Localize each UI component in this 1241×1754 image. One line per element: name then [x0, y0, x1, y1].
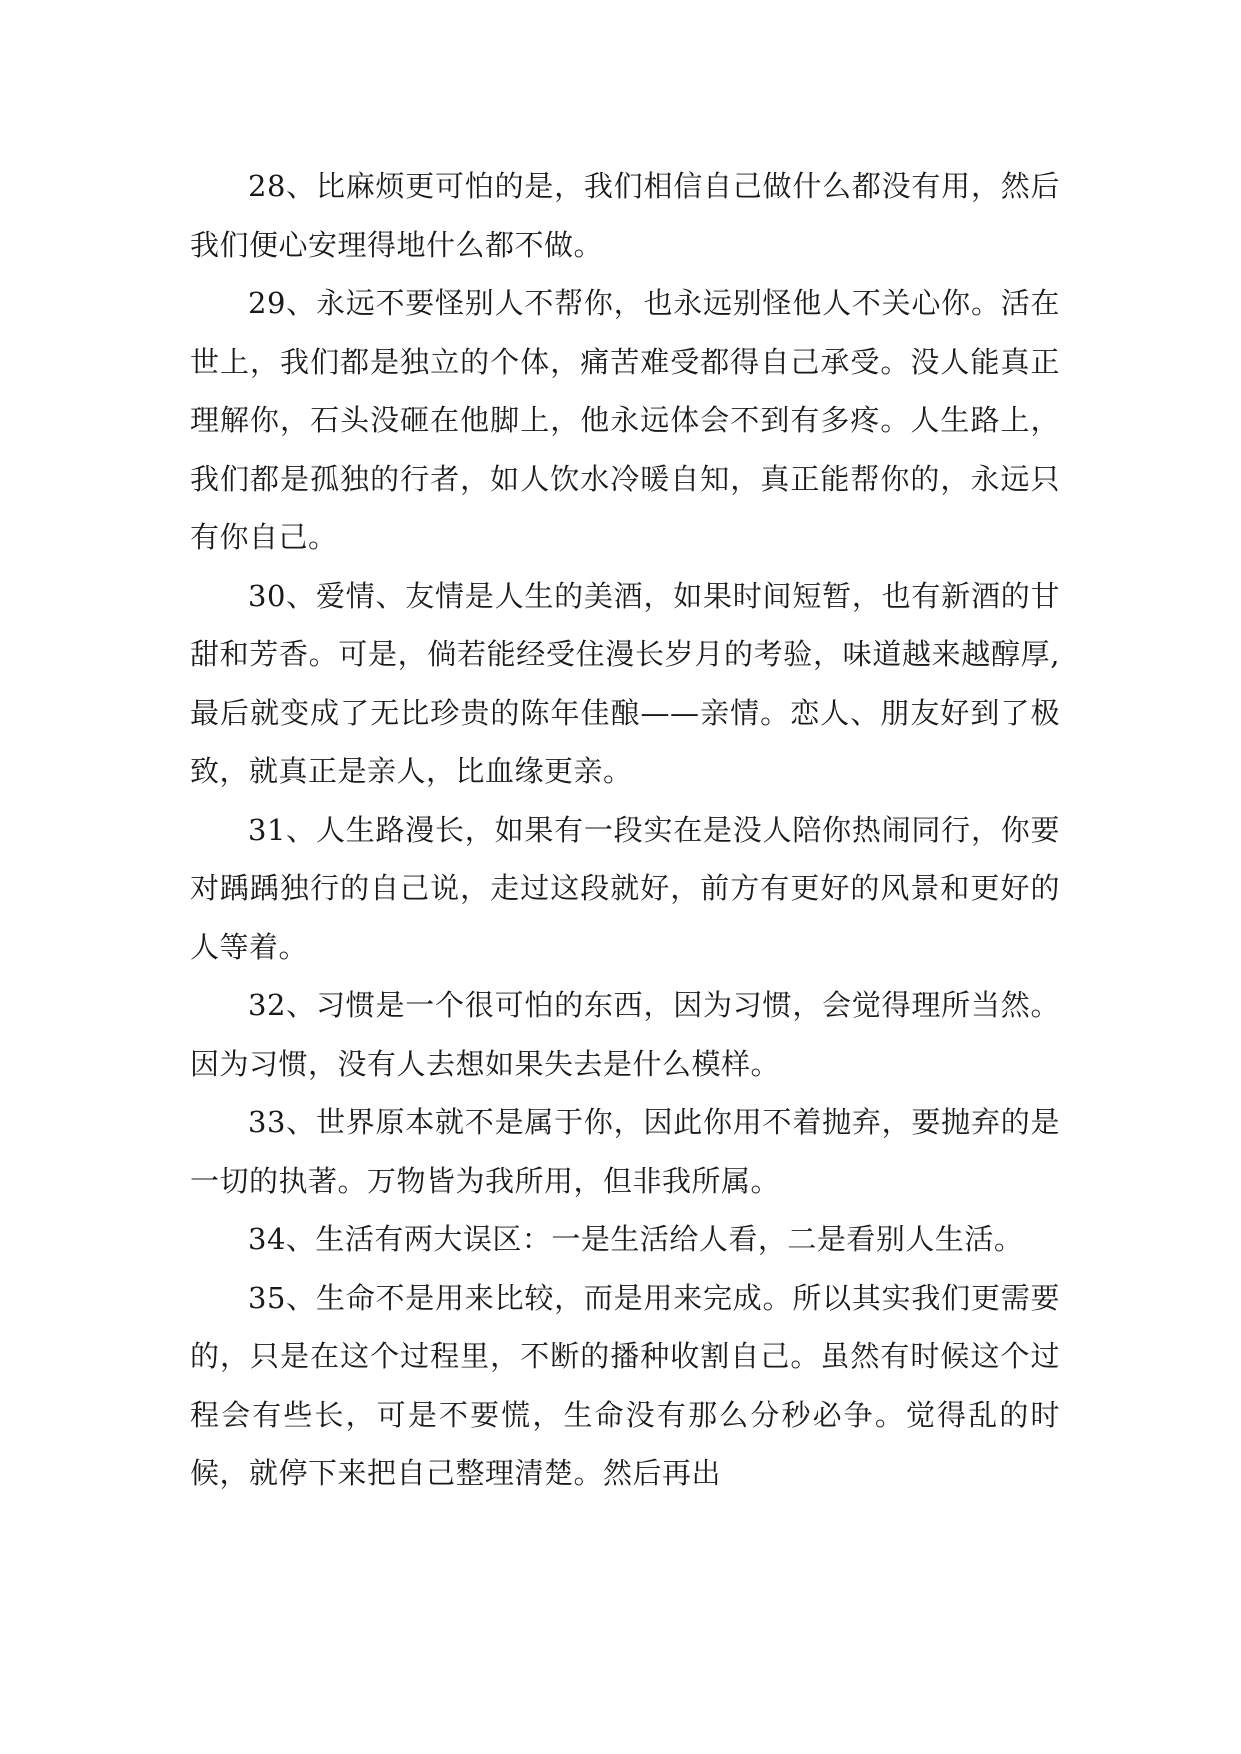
paragraph-33: 33、世界原本就不是属于你，因此你用不着抛弃，要抛弃的是一切的执著。万物皆为我所用，但非我所属。: [190, 1105, 1060, 1198]
document-body: [190, 157, 1060, 1503]
paragraph-30: 30、爱情、友情是人生的美酒，如果时间短暂，也有新酒的甘甜和芳香。可是，倘若能经受住漫长岁月的考验，味道越来越醇厚,最后就变成了无比珍贵的陈年佳酿——亲情。恋人、朋友好到了极致，就真正是亲人，比血缘更亲。: [190, 578, 1060, 788]
paragraph-29: 29、永远不要怪别人不帮你，也永远别怪他人不关心你。活在世上，我们都是独立的个体，痛苦难受都得自己承受。没人能真正理解你，石头没砸在他脚上，他永远体会不到有多疼。人生路上，我们都是孤独的行者，如人饮水冷暖自知，真正能帮你的，永远只有你自己。: [190, 286, 1060, 554]
paragraph-31: 31、人生路漫长，如果有一段实在是没人陪你热闹同行，你要对踽踽独行的自己说，走过这段就好，前方有更好的风景和更好的人等着。: [190, 812, 1060, 964]
paragraph-35: 35、生命不是用来比较，而是用来完成。所以其实我们更需要的，只是在这个过程里，不断的播种收割自己。虽然有时候这个过程会有些长，可是不要慌，生命没有那么分秒必争。觉得乱的时候，就停下来把自己整理清楚。然后再出: [190, 1280, 1060, 1490]
paragraph-32: 32、习惯是一个很可怕的东西，因为习惯，会觉得理所当然。因为习惯，没有人去想如果失去是什么模样。: [190, 988, 1060, 1081]
paragraph-34: 34、生活有两大误区：一是生活给人看，二是看别人生活。: [248, 1222, 1024, 1256]
paragraph-28: 28、比麻烦更可怕的是，我们相信自己做什么都没有用，然后我们便心安理得地什么都不做。: [190, 169, 1060, 262]
